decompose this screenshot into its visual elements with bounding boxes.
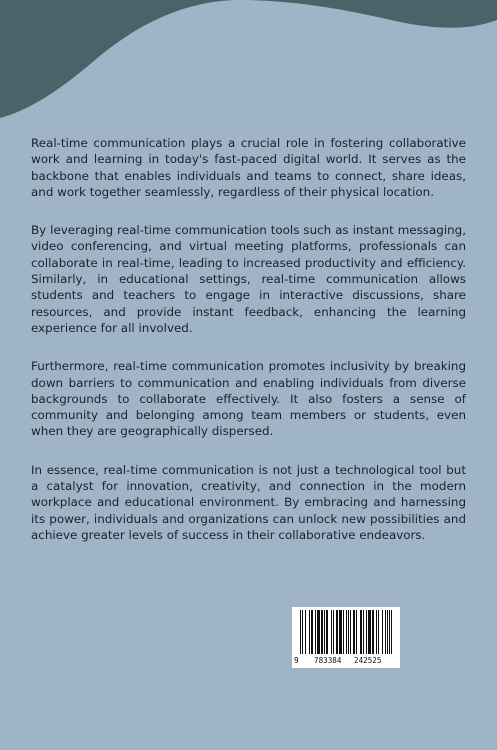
paragraph-4: In essence, real-time communication is not just a technological tool but a catalyst for innovation, creativity, and connection in the modern workplace and educational environment. By embracing and harnessing its power, individuals and organizations can unlock new possibilities and achieve greater levels of success in their collaborative endeavors. <box>31 462 466 542</box>
barcode-bar <box>350 610 351 654</box>
barcode-bar <box>324 610 325 654</box>
barcode-digits <box>292 656 400 667</box>
barcode-right-group: 242525 <box>354 656 382 665</box>
body-text <box>31 135 466 565</box>
top-wave-decoration <box>0 0 497 130</box>
barcode-bar <box>346 610 347 654</box>
barcode-bar <box>343 610 344 654</box>
barcode-bar <box>391 610 392 654</box>
barcode-bar <box>317 610 320 654</box>
barcode-bar <box>315 610 316 654</box>
barcode-bar <box>309 610 310 654</box>
barcode-bar <box>300 610 301 654</box>
isbn-barcode <box>292 607 400 668</box>
barcode-bar <box>302 610 303 654</box>
barcode-bar <box>348 610 349 654</box>
barcode-bar <box>366 610 367 654</box>
barcode-bar <box>360 610 362 654</box>
barcode-bar <box>356 610 357 654</box>
barcode-bar <box>305 610 306 654</box>
barcode-bar <box>333 610 334 654</box>
barcode-bar <box>376 610 377 654</box>
barcode-bar <box>389 610 390 654</box>
paragraph-3: Furthermore, real-time communication promotes inclusivity by breaking down barriers to communication and enabling individuals from diverse backgrounds to collaborate effectively. It also fosters a sense of community and belonging among team members or students, even when they are geographically dispersed. <box>31 359 466 439</box>
barcode-left-group: 783384 <box>314 656 342 665</box>
barcode-bar <box>385 610 386 654</box>
barcode-bar <box>311 610 313 654</box>
paragraph-1: Real-time communication plays a crucial role in fostering collaborative work and learning in today's fast-paced digital world. It serves as the backbone that enables individuals and teams to connect, share ideas, and work together seamlessly, regardless of their physical location. <box>31 136 466 199</box>
paragraph-2: By leveraging real-time communication tools such as instant messaging, video conferencing, and virtual meeting platforms, professionals can collaborate in real-time, leading to increased productivity and efficiency. Similarly, in educational settings, real-time communication allows students and teachers to engage in interactive discussions, share resources, and provide instant feedback, enhancing the learning experience for all involved. <box>31 223 466 335</box>
barcode-bar <box>368 610 371 654</box>
barcode-bar <box>387 610 388 654</box>
barcode-bar <box>363 610 364 654</box>
barcode-bar <box>321 610 323 654</box>
barcode-first-digit: 9 <box>294 656 299 665</box>
barcode-bars <box>292 607 400 657</box>
barcode-bar <box>382 610 383 654</box>
barcode-bar <box>331 610 332 654</box>
barcode-bar <box>336 610 338 654</box>
barcode-bar <box>353 610 355 654</box>
barcode-bar <box>326 610 328 654</box>
wave-shape <box>0 0 497 118</box>
barcode-bar <box>339 610 342 654</box>
barcode-bar <box>378 610 379 654</box>
barcode-bar <box>372 610 374 654</box>
